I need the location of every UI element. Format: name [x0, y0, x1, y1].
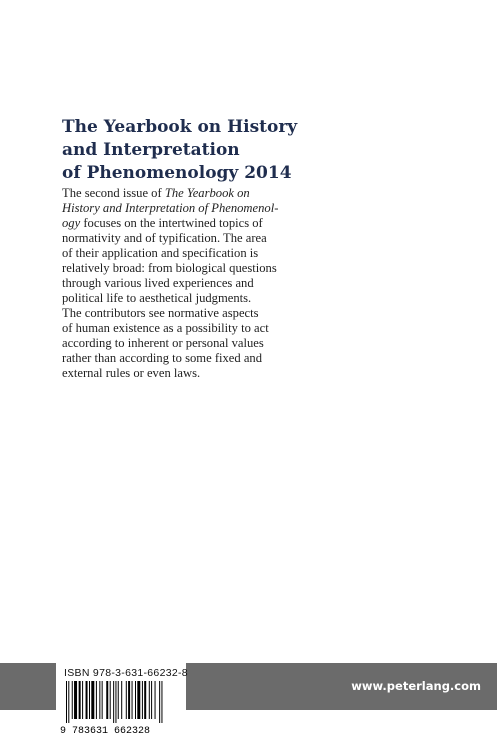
book-title [62, 116, 342, 185]
barcode-panel [56, 663, 186, 735]
description-line: of human existence as a possibility to act [62, 321, 269, 335]
description-line: according to inherent or personal values [62, 336, 264, 350]
description-text: The second issue of [62, 186, 165, 200]
description-italic: History and Interpretation of Phenomenol- [62, 201, 279, 215]
description-line [62, 201, 302, 216]
description-line: The contributors see normative aspects [62, 306, 259, 320]
barcode-digits: 9 783631 662328 [60, 726, 151, 735]
description-line: through various lived experiences and [62, 276, 254, 290]
isbn-label: ISBN 978-3-631-66232-8 [64, 667, 188, 679]
description-text: focuses on the intertwined topics of [80, 216, 263, 230]
description-line: relatively broad: from biological questions [62, 261, 277, 275]
description-line: political life to aesthetical judgments. [62, 291, 252, 305]
title-line: and Interpretation [62, 140, 240, 160]
description-line: normativity and of typification. The area [62, 231, 267, 245]
description-italic: The Yearbook on [164, 186, 250, 200]
barcode-icon [56, 679, 186, 735]
description-line [62, 216, 302, 231]
publisher-url[interactable]: www.peterlang.com [351, 679, 481, 693]
description-line: of their application and specification is [62, 246, 259, 260]
description-line: rather than according to some fixed and [62, 351, 263, 365]
description-italic: ogy [62, 216, 81, 230]
book-description [62, 186, 302, 381]
title-line: The Yearbook on History [62, 117, 298, 137]
title-line: of Phenomenology 2014 [62, 163, 292, 183]
description-line [62, 186, 302, 201]
description-line: external rules or even laws. [62, 366, 201, 380]
